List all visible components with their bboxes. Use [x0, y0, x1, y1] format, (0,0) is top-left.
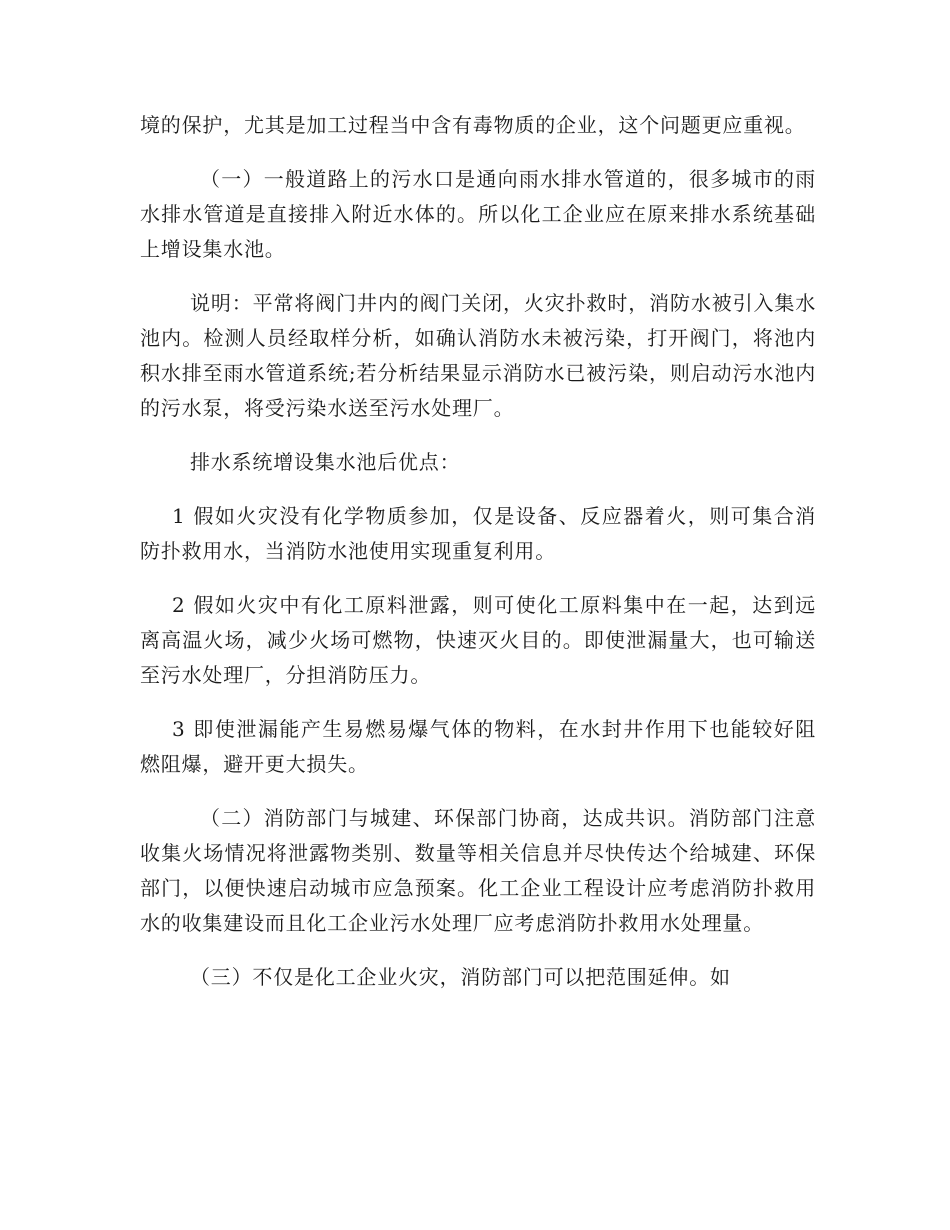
paragraph-section-2: （二）消防部门与城建、环保部门协商，达成共识。消防部门注意收集火场情况将泄露物类别、数量等相关信息并尽快传达个给城建、环保部门，以便快速启动城市应急预案。化工企业工程设计应考虑消防扑救用水的收集建设而且化工企业污水处理厂应考虑消防扑救用水处理量。: [140, 806, 816, 935]
paragraph-advantage-3: 3 即使泄漏能产生易燃易爆气体的物料，在水封井作用下也能较好阻燃阻爆，避开更大损失。: [140, 717, 816, 776]
paragraph-explanation: 说明：平常将阀门井内的阀门关闭，火灾扑救时，消防水被引入集水池内。检测人员经取样分析，如确认消防水未被污染，打开阀门，将池内积水排至雨水管道系统;若分析结果显示消防水已被污染，则启动污水池内的污水泵，将受污染水送至污水处理厂。: [140, 291, 816, 420]
document-body: [140, 108, 816, 1014]
paragraph-advantage-2: 2 假如火灾中有化工原料泄露，则可使化工原料集中在一起，达到远离高温火场，减少火场可燃物，快速灭火目的。即使泄漏量大，也可输送至污水处理厂，分担消防压力。: [140, 593, 816, 687]
paragraph-advantages-heading: 排水系统增设集水池后优点：: [190, 450, 461, 474]
paragraph-section-1: （一）一般道路上的污水口是通向雨水排水管道的，很多城市的雨水排水管道是直接排入附近水体的。所以化工企业应在原来排水系统基础上增设集水池。: [140, 167, 816, 261]
paragraph-section-3: （三）不仅是化工企业火灾，消防部门可以把范围延伸。如: [190, 965, 731, 989]
paragraph-continuation: 境的保护，尤其是加工过程当中含有毒物质的企业，这个问题更应重视。: [140, 113, 806, 137]
paragraph-advantage-1: 1 假如火灾没有化学物质参加，仅是设备、反应器着火，则可集合消防扑救用水，当消防水池使用实现重复利用。: [140, 504, 816, 563]
